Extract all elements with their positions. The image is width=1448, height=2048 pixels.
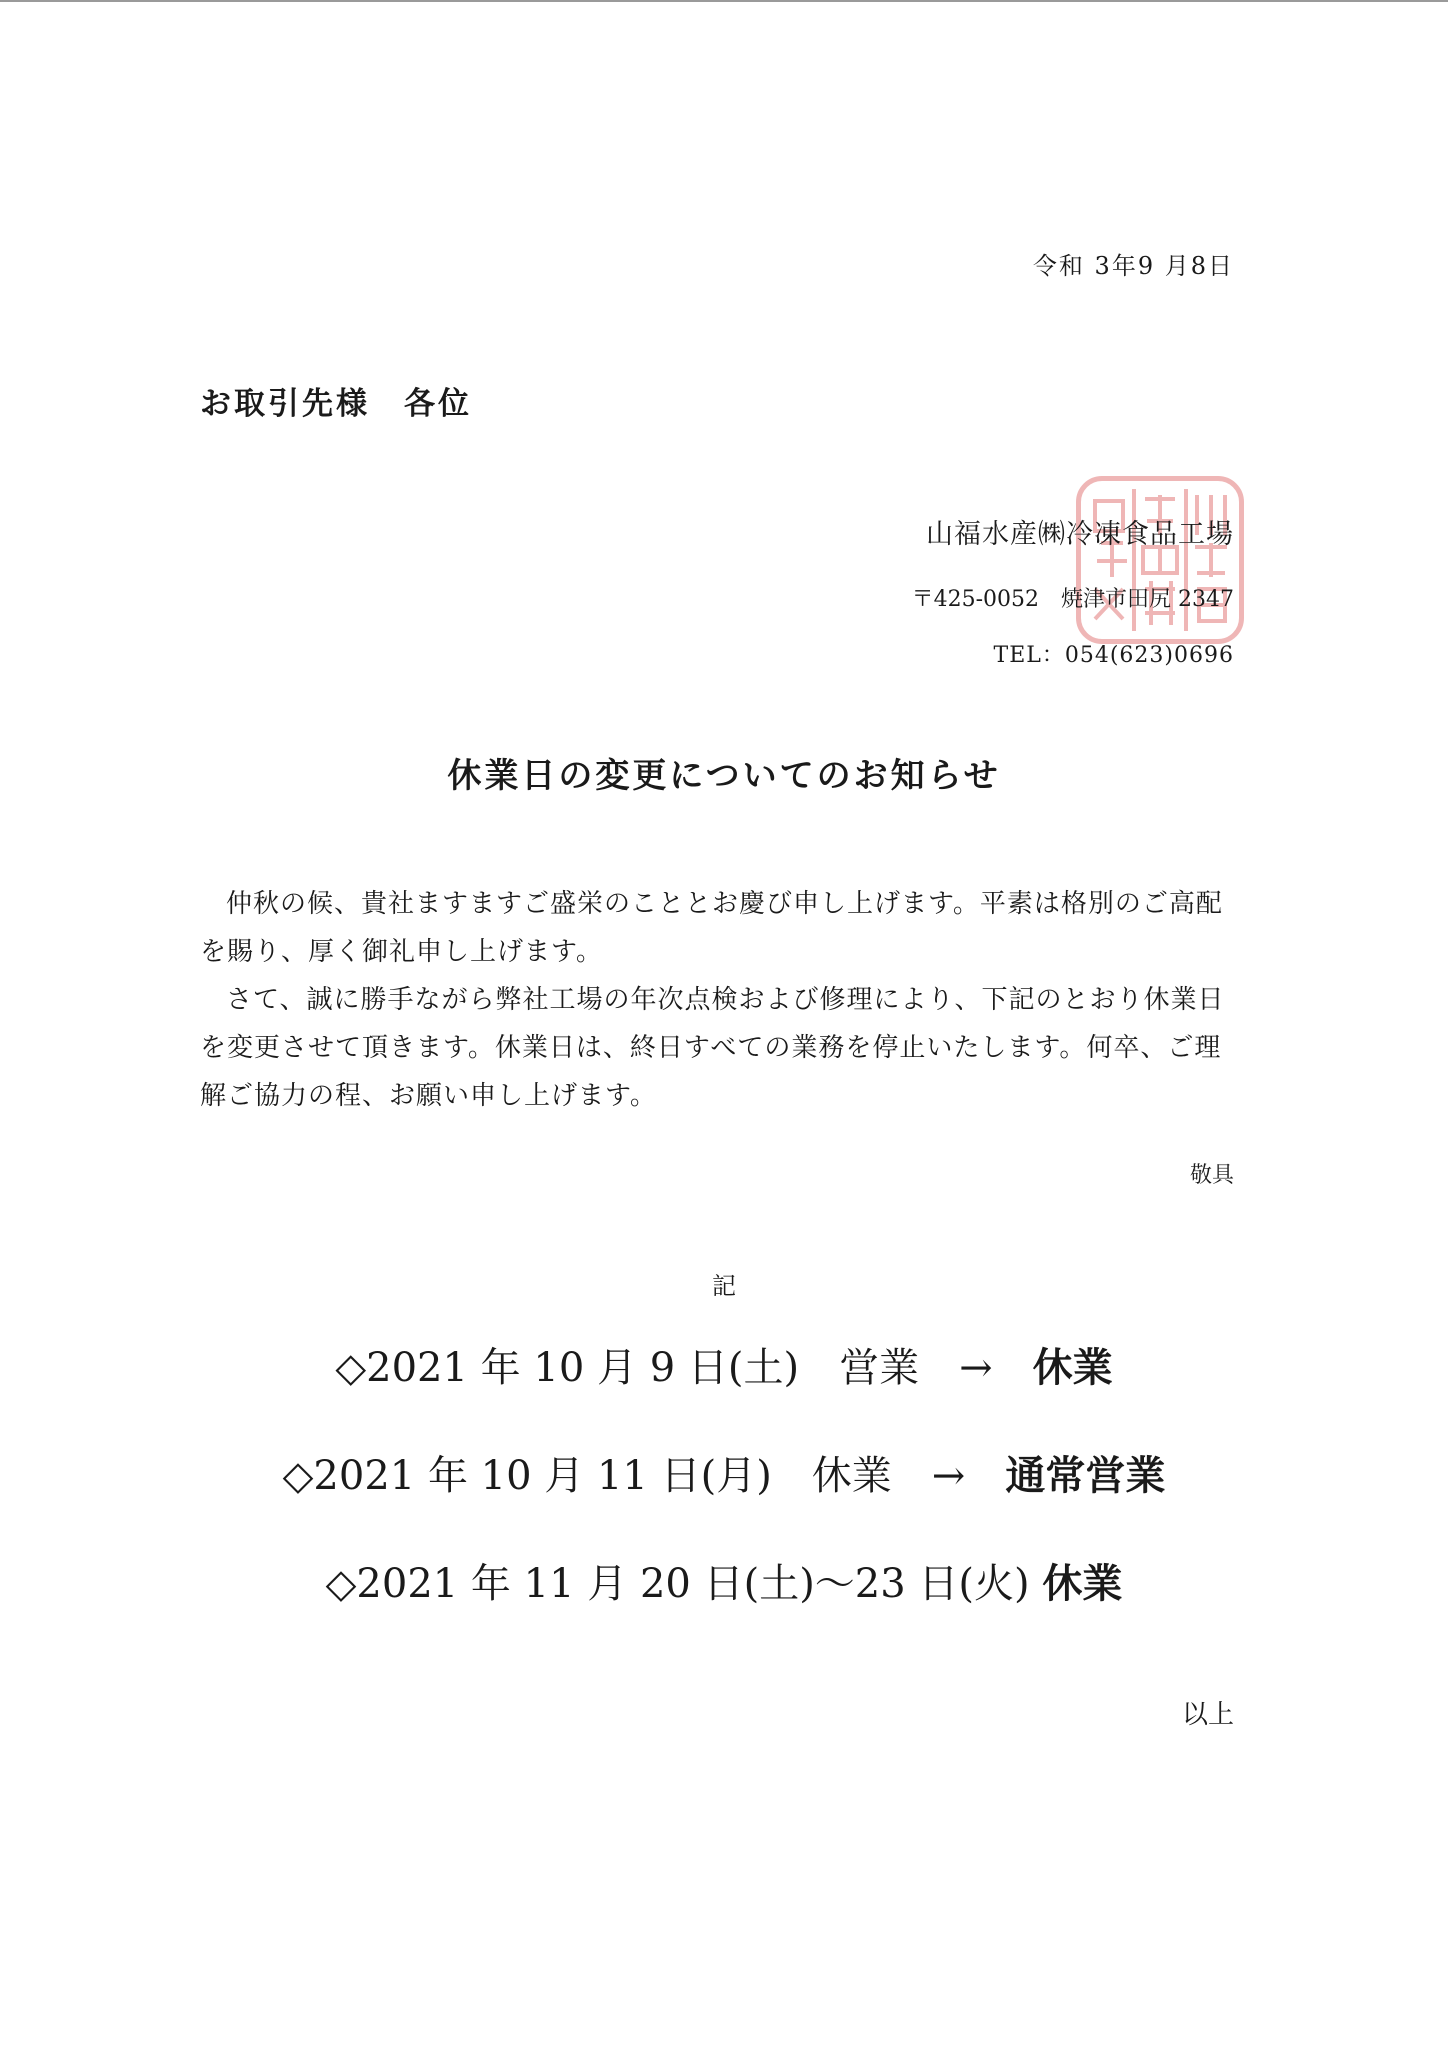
page-top-edge <box>0 0 1448 2</box>
schedule-item <box>0 1336 1448 1393</box>
schedule-item-status: 休業 <box>1042 1560 1123 1607</box>
ki-heading: 記 <box>712 1272 736 1300</box>
company-address: 〒425-0052 焼津市田尻 2347 <box>911 587 1234 612</box>
schedule-item-date: ◇2021 年 10 月 9 日(土) 営業 → <box>335 1345 1033 1391</box>
schedule-item <box>0 1444 1448 1501</box>
closing-keigu: 敬具 <box>1189 1163 1234 1188</box>
schedule-item <box>0 1552 1448 1609</box>
schedule-item-status: 通常営業 <box>1005 1452 1166 1499</box>
company-name: 山福水産㈱冷凍食品工場 <box>926 519 1234 550</box>
notice-title: 休業日の変更についてのお知らせ <box>447 756 1001 796</box>
notice-body <box>200 880 1245 1120</box>
body-paragraph-greeting: 仲秋の候、貴社ますますご盛栄のこととお慶び申し上げます。平素は格別のご高配を賜り、厚く御礼申し上げます。 <box>200 889 1223 967</box>
schedule-item-date: ◇2021 年 10 月 11 日(月) 休業 → <box>282 1453 1006 1499</box>
end-mark-ijou: 以上 <box>1181 1700 1234 1730</box>
company-phone: TEL：054(623)0696 <box>993 643 1234 668</box>
schedule-item-date: ◇2021 年 11 月 20 日(土)～23 日(火) <box>325 1561 1043 1607</box>
sender-block <box>912 512 1234 669</box>
document-date: 令和 3年9 月8日 <box>1032 252 1234 280</box>
schedule-item-status: 休業 <box>1032 1344 1113 1391</box>
body-paragraph-announcement: さて、誠に勝手ながら弊社工場の年次点検および修理により、下記のとおり休業日を変更させて頂きます。休業日は、終日すべての業務を停止いたします。何卒、ご理解ご協力の程、お願い申し上げます。 <box>200 985 1225 1111</box>
recipient-line: お取引先様 各位 <box>200 386 472 422</box>
